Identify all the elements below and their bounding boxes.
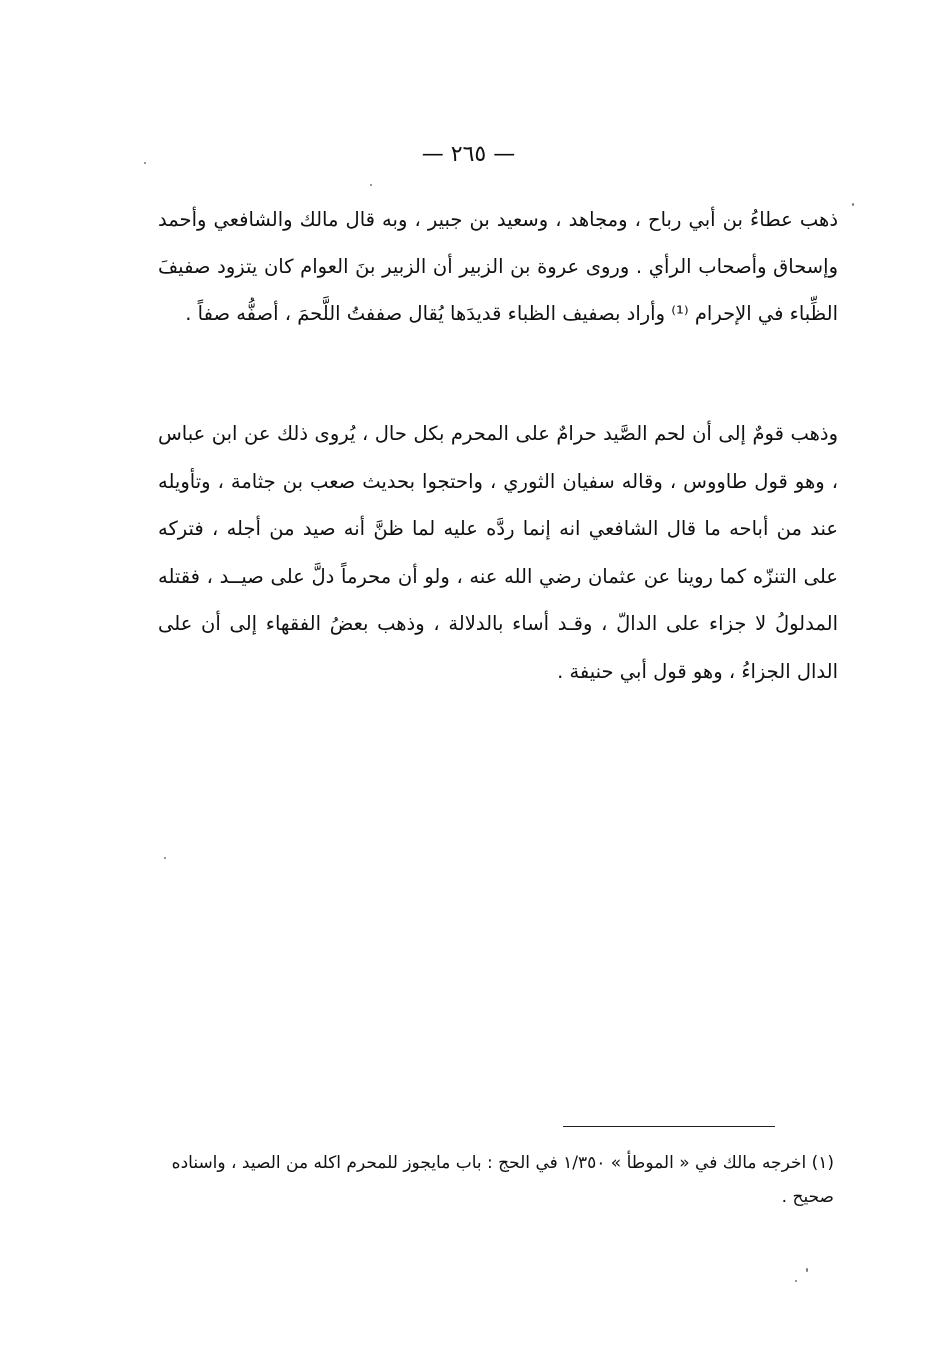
scan-speck xyxy=(795,1280,797,1282)
scan-speck xyxy=(164,857,166,859)
paragraph-1: ذهب عطاءُ بن أبي رباح ، ومجاهد ، وسعيد بن جبير ، وبه قال مالك والشافعي وأحمد وإسحاق وأصحاب الرأي . وروى عروة بن الزبير أن الزبير بنَ العوام كان يتزود صفيفَ الظِّباء في الإحرام ⁽¹⁾ وأراد بصفيف الظباء قديدَها يُقال صففتُ اللَّحمَ ، أصفُّه صفاً . xyxy=(158,208,838,325)
footnote: (١) اخرجه مالك في « الموطأ » ١/٣٥٠ في الحج : باب مايجوز للمحرم اكله من الصيد ، واسناده صحيح . xyxy=(171,1153,834,1207)
footnote-separator xyxy=(563,1126,775,1127)
page-number: — ٢٦٥ — xyxy=(421,142,516,167)
scan-speck xyxy=(852,203,854,206)
scan-speck xyxy=(370,184,372,186)
paragraph-2: وذهب قومٌ إلى أن لحم الصَّيد حرامٌ على المحرم بكل حال ، يُروى ذلك عن ابن عباس ، وهو قول طاووس ، وقاله سفيان الثوري ، واحتجوا بحديث صعب بن جثامة ، وتأويله عند من أباحه ما قال الشافعي انه إنما ردَّه عليه لما ظنَّ أنه صيد من أجله ، فتركه على التنزّه كما روينا عن عثمان رضي الله عنه ، ولو أن محرماً دلَّ على صيــد ، فقتله المدلولُ لا جزاء على الدالّ ، وقـد أساء بالدلالة ، وذهب بعضُ الفقهاء إلى أن على الدال الجزاءُ ، وهو قول أبي حنيفة . xyxy=(158,422,838,683)
scan-speck xyxy=(144,162,146,164)
scan-speck xyxy=(806,1268,808,1272)
